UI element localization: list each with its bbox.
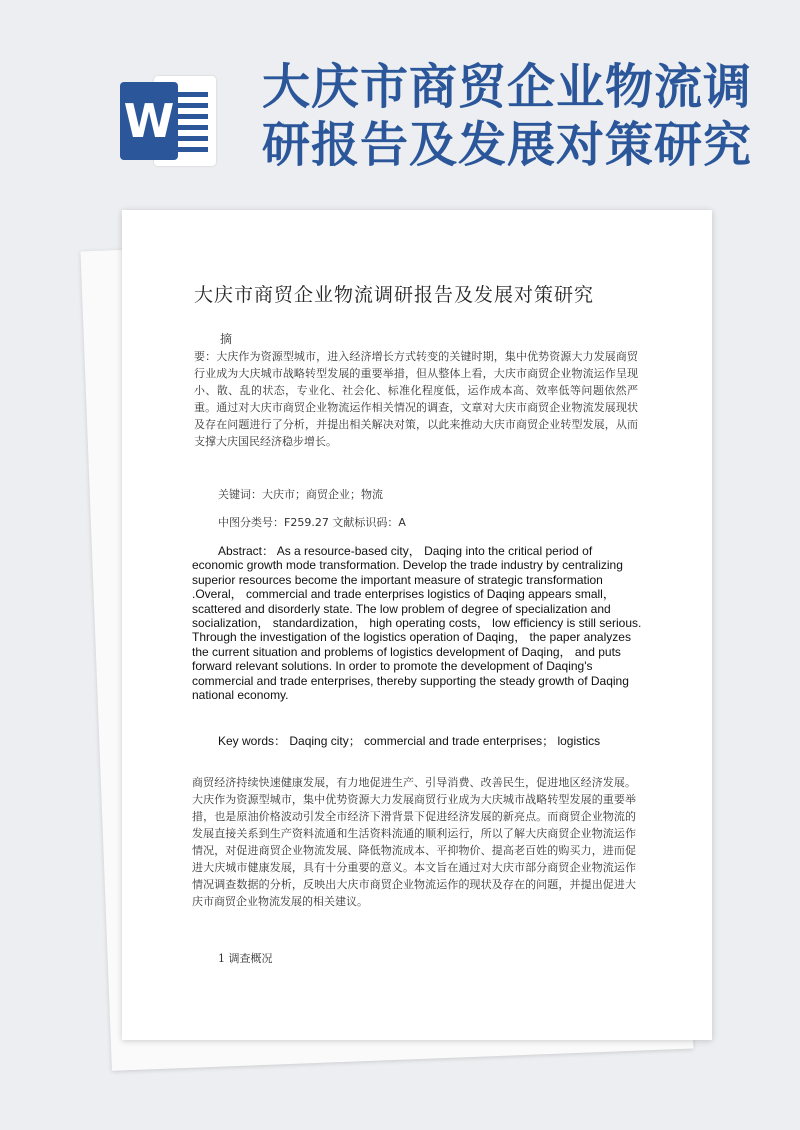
word-icon bbox=[120, 76, 220, 166]
keywords-english: Key words： Daqing city； commercial and trade enterprises； logistics bbox=[218, 734, 601, 748]
document-code-label: 文献标识码： bbox=[332, 516, 399, 529]
cover-title-line-2: 研报告及发展对策研究 bbox=[262, 117, 753, 173]
body-paragraph: 商贸经济持续快速健康发展，有力地促进生产、引导消费、改善民生，促进地区经济发展。大庆作为资源型城市，集中优势资源大力发展商贸行业成为大庆城市战略转型发展的重要举措，也是原油价格波动引发全市经济下滑背景下促进经济发展的新亮点。而商贸企业物流的发展直接关系到生产资料流通和生活资料流通的顺利运行，所以了解大庆商贸企业物流运作情况，对促进商贸企业物流发展、降低物流成本、平抑物价、提高老百姓的购买力，进而促进大庆城市健康发展，具有十分重要的意义。本文旨在通过对大庆市部分商贸企业物流运作情况调查数据的分析，反映出大庆市商贸企业物流运作的现状及存在的问题，并提出促进大庆市商贸企业物流发展的相关建议。 bbox=[192, 776, 636, 908]
cover-title-line-1: 大庆市商贸企业物流调 bbox=[262, 59, 753, 115]
document-code: A bbox=[398, 516, 406, 529]
document-title: 大庆市商贸企业物流调研报告及发展对策研究 bbox=[194, 284, 595, 306]
classification-code: F259.27 bbox=[284, 516, 329, 529]
cover-title bbox=[262, 58, 782, 174]
cover-header bbox=[0, 0, 800, 200]
abstract-chinese: 要：大庆作为资源型城市，进入经济增长方式转变的关键时期，集中优势资源大力发展商贸行业成为大庆城市战略转型发展的重要举措，但从整体上看，大庆市商贸企业物流运作呈现小、散、乱的状态，专业化、社会化、标准化程度低，运作成本高、效率低等问题依然严重。通过对大庆市商贸企业物流运作相关情况的调查，文章对大庆市商贸企业物流发展现状及存在问题进行了分析，并提出相关解决对策，以此来推动大庆市商贸企业转型发展，从而支撑大庆国民经济稳步增长。 bbox=[194, 350, 638, 448]
abstract-label: 摘 bbox=[220, 332, 233, 346]
classification-label: 中图分类号： bbox=[218, 516, 284, 529]
word-badge-letter: W bbox=[120, 82, 178, 160]
document-page bbox=[122, 210, 712, 1040]
section-heading: 1 调查概况 bbox=[218, 952, 273, 965]
keywords-chinese: 关键词：大庆市；商贸企业；物流 bbox=[218, 488, 383, 501]
abstract-english: Abstract： As a resource-based city， Daqing into the critical period of economic growth mode transformation. Develop the trade industry by centralizing superior resources become the important measure of strategic transformation .Overal， commercial and trade enterprises logistics of Daqing appears small， scattered and disorderly state. The low problem of degree of specialization and socialization， standardization， high operating costs， low efficiency is still serious. Through the investigation of the logistics operation of Daqing， the paper analyzes the current situation and problems of logistics development of Daqing， and puts forward relevant solutions. In order to promote the development of Daqing's commercial and trade enterprises, thereby supporting the steady growth of Daqing national economy. bbox=[192, 544, 642, 703]
classification-line bbox=[218, 514, 406, 530]
